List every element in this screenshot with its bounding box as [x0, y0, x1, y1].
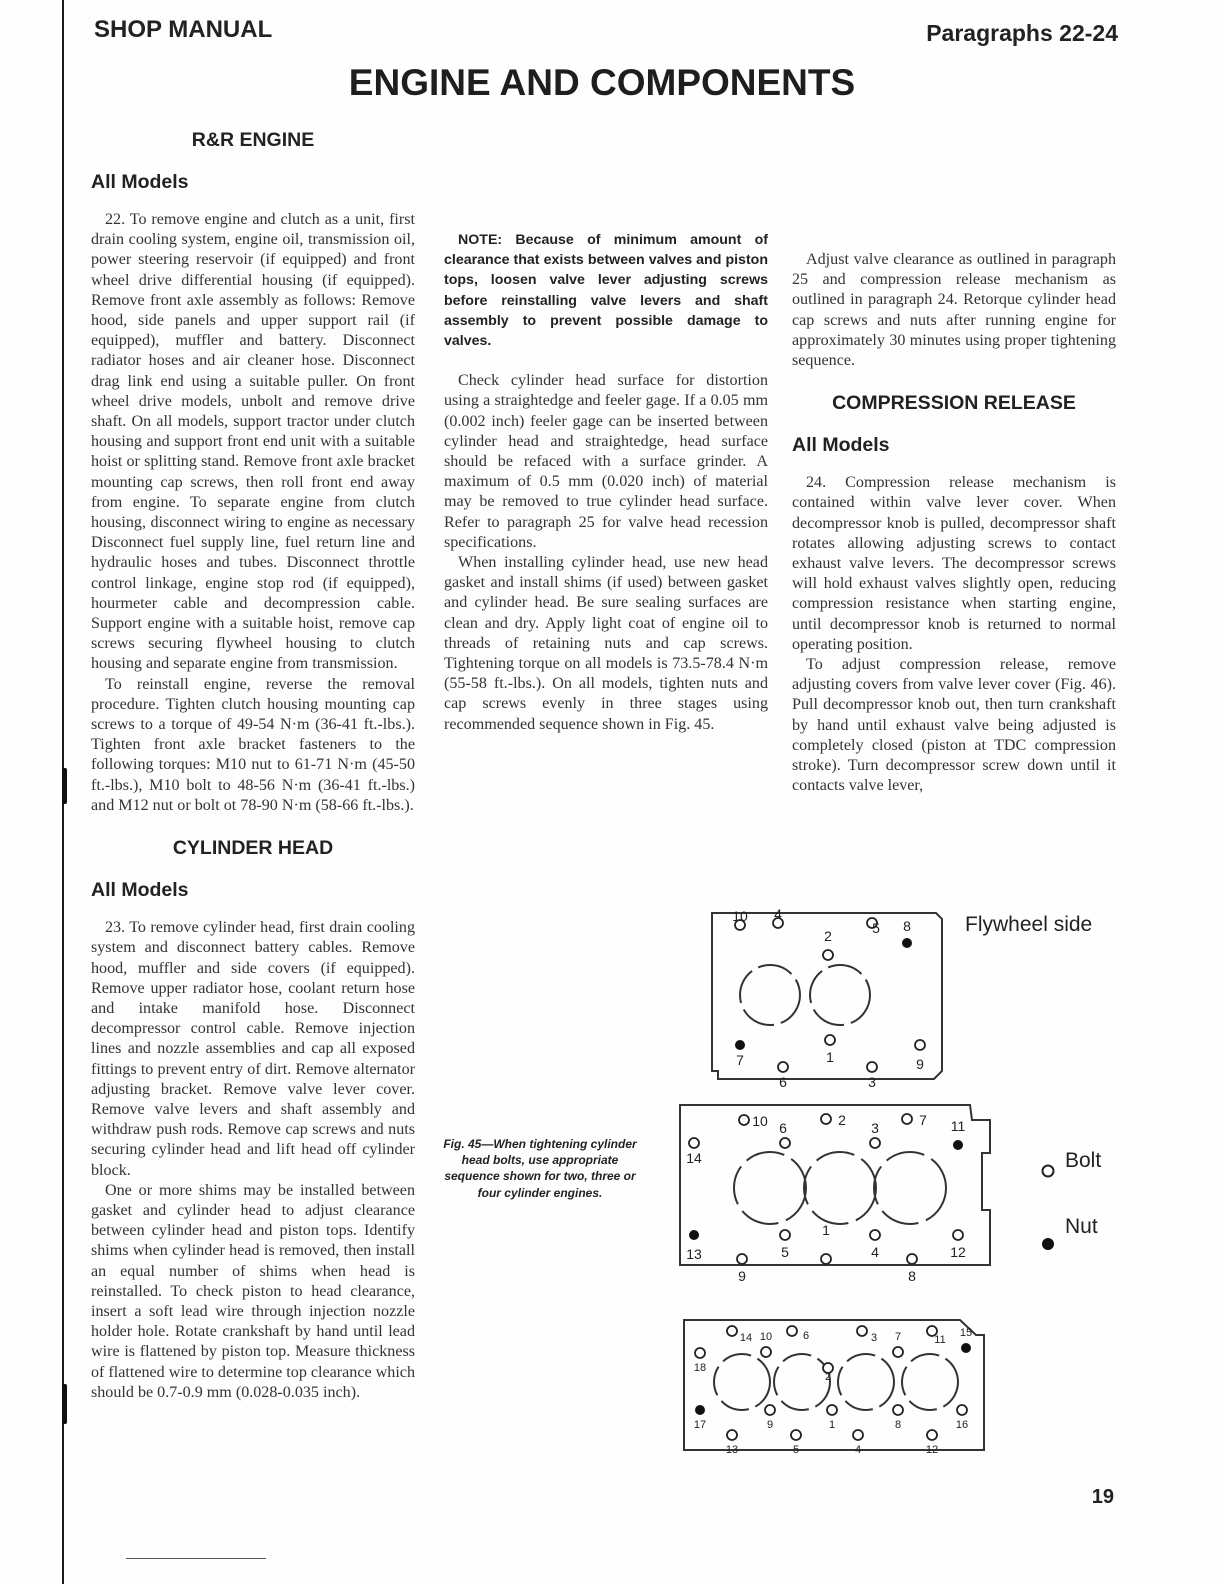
- bolt-legend-icon: [1040, 1163, 1056, 1179]
- bolt-marker: [870, 1138, 880, 1148]
- nut-legend-icon: [1040, 1236, 1056, 1252]
- bolt-marker: [765, 1405, 775, 1415]
- sequence-label: 3: [871, 1120, 879, 1136]
- sequence-label: 7: [919, 1112, 927, 1128]
- bolt-marker: [893, 1347, 903, 1357]
- note-valves: NOTE: Because of minimum amount of clearance that exists between valves and piston tops, loosen valve lever adjusting screws before reinstalling valve levers and shaft assembly to prevent possible damage to valves.: [444, 232, 768, 350]
- nut-marker: [961, 1343, 971, 1353]
- cylinder-bore: [734, 1152, 806, 1224]
- sequence-label: 16: [955, 1419, 969, 1431]
- subheading-all-models: All Models: [91, 879, 189, 902]
- binding-mark: [62, 1384, 67, 1424]
- page-number: 19: [1091, 1486, 1114, 1508]
- sequence-label: 1: [828, 1419, 836, 1431]
- bolt-marker: [867, 1062, 877, 1072]
- bolt-marker: [689, 1138, 699, 1148]
- bolt-marker: [893, 1405, 903, 1415]
- bolt-marker: [791, 1430, 801, 1440]
- sequence-label: 6: [779, 1120, 787, 1136]
- bolt-marker: [907, 1254, 917, 1264]
- sequence-label: 5: [792, 1444, 800, 1456]
- bolt-marker: [927, 1430, 937, 1440]
- bolt-marker: [825, 1035, 835, 1045]
- nut-marker: [902, 938, 912, 948]
- cylinder-bore: [838, 1354, 894, 1410]
- nut-marker: [953, 1140, 963, 1150]
- three-cylinder-head-outline: [680, 1105, 990, 1265]
- subheading-all-models: All Models: [91, 171, 189, 193]
- bolt-marker: [853, 1430, 863, 1440]
- bolt-marker: [727, 1326, 737, 1336]
- bolt-marker: [915, 1040, 925, 1050]
- sequence-label: 7: [894, 1331, 902, 1343]
- bolt-marker: [827, 1405, 837, 1415]
- column-3: [792, 250, 1116, 796]
- bolt-marker: [902, 1114, 912, 1124]
- cylinder-bore: [774, 1354, 830, 1410]
- sequence-label: 2: [838, 1112, 846, 1128]
- cylinder-bore: [804, 1152, 876, 1224]
- paragraph-22-reinstall: To reinstall engine, reverse the removal procedure. Tighten clutch housing mounting cap screws to a torque of 49-54 N·m (36-41 ft.-lbs.). Tighten front axle bracket fasteners to the following torques: M10 nut to 61-71 N·m (45-50 ft.-lbs.), M10 bolt to 48-56 N·m (36-41 ft.-lbs.) and M12 nut or bolt ot 78-90 N·m (58-66 ft.-lbs.).: [91, 675, 415, 814]
- legend-flywheel-side: Flywheel side: [965, 913, 1093, 936]
- bolt-marker: [823, 950, 833, 960]
- sequence-label: 4: [774, 906, 782, 922]
- bolt-marker: [780, 1138, 790, 1148]
- bolt-marker: [957, 1405, 967, 1415]
- cylinder-head-bolt-diagrams: [660, 895, 1010, 1470]
- sequence-label: 3: [870, 1332, 878, 1344]
- bolt-marker: [695, 1348, 705, 1358]
- nut-marker: [689, 1230, 699, 1240]
- paragraph-23-install: When installing cylinder head, use new head gasket and install shims (if used) between gasket and cylinder head. Be sure sealing surfaces are clean and dry. Apply light coat of engine oil to threads of retaining nuts and cap screws. Tightening torque on all models is 73.5-78.4 N·m (55-58 ft.-lbs.). On all models, tighten nuts and cap screws evenly in three stages using recommended sequence shown in Fig. 45.: [444, 554, 768, 733]
- sequence-label: 8: [894, 1419, 902, 1431]
- bolt-marker: [739, 1115, 749, 1125]
- sequence-label: 18: [693, 1362, 707, 1374]
- column-1: [91, 128, 415, 1403]
- sequence-label: 2: [824, 1371, 832, 1383]
- sequence-label: 4: [871, 1244, 879, 1260]
- sequence-label: 3: [868, 1074, 876, 1090]
- bolt-marker: [821, 1254, 831, 1264]
- section-heading-compression-release: COMPRESSION RELEASE: [832, 392, 1076, 415]
- figure-caption: Fig. 45—When tightening cylinder head bolts, use appropriate sequence shown for two, three or four cylinder engines.: [443, 1137, 637, 1200]
- paragraph-24: 24. Compression release mechanism is contained within valve lever cover. When decompressor knob is pulled, decompressor shaft rotates allowing adjusting screws to contact exhaust valve levers. The decompressor screws will hold exhaust valves slightly open, reducing compression resistance when starting engine, until decompressor knob is returned to normal operating position.: [792, 474, 1116, 653]
- bolt-marker: [787, 1326, 797, 1336]
- sequence-label: 11: [950, 1118, 966, 1134]
- paragraph-23: 23. To remove cylinder head, first drain cooling system and disconnect battery cables. Remove hood, muffler and side covers (if equipped). Remove upper radiator hose, coolant return hose and intake manifold hose. Disconnect decompressor control cable. Remove injection lines and nozzle assemblies and cap all exposed fittings to prevent entry of dirt. Remove alternator adjusting bracket. Remove valve lever cover. Remove valve levers and shaft assembly and withdraw push rods. Remove cap screws and nuts securing cylinder head and lift head off cylinder block.: [91, 919, 415, 1179]
- bolt-marker: [780, 1230, 790, 1240]
- cylinder-bore: [740, 965, 800, 1025]
- sequence-label: 1: [826, 1049, 834, 1065]
- paragraph-24-adjust: To adjust compression release, remove adjusting covers from valve lever cover (Fig. 46). Pull decompressor knob out, then turn crankshaft by hand until exhaust valve being adjusted is completely closed (piston at TDC compression stroke). Turn decompressor screw down until it contacts valve lever,: [792, 656, 1116, 795]
- section-heading-cylinder-head: CYLINDER HEAD: [172, 837, 334, 860]
- sequence-label: 14: [686, 1150, 702, 1166]
- sequence-label: 5: [781, 1244, 789, 1260]
- paragraph-22: 22. To remove engine and clutch as a unit, first drain cooling system, engine oil, transmission oil, power steering reservoir (if equipped) and front wheel drive differential housing (if equipped). Remove front axle assembly as follows: Remove hood, side panels and upper support rail (if equipped), muffler and battery. Disconnect radiator hoses and air cleaner hose. Disconnect drag link end using a suitable puller. On front wheel drive models, unbolt and remove drive shaft. On all models, support tractor under clutch housing and support front end unit with a suitable hoist or splitting stand. Remove front axle bracket mounting cap screws, then roll front end away from engine. To separate engine from clutch housing, disconnect wiring to engine as necessary Disconnect fuel supply line, fuel return line and hydraulic hoses and tubes. Disconnect throttle control linkage, engine stop rod (if equipped), hourmeter cable and decompression cable. Support engine with a suitable hoist, remove cap screws securing flywheel housing to clutch housing and separate engine from transmission.: [91, 211, 415, 673]
- sequence-label: 6: [802, 1330, 810, 1342]
- footer-rule: [126, 1558, 266, 1559]
- sequence-label: 13: [686, 1246, 702, 1262]
- bolt-marker: [761, 1347, 771, 1357]
- cylinder-bore: [714, 1354, 770, 1410]
- bolt-marker: [857, 1326, 867, 1336]
- legend-nut: Nut: [1065, 1215, 1098, 1238]
- sequence-label: 17: [693, 1419, 707, 1431]
- paragraph-23-adjust: Adjust valve clearance as outlined in paragraph 25 and compression release mechanism as outlined in paragraph 24. Retorque cylinder head cap screws and nuts after running engine for approximately 30 minutes using proper tightening sequence.: [792, 251, 1116, 370]
- bolt-markers: [686, 906, 972, 1456]
- cylinder-bore: [810, 965, 870, 1025]
- bolt-marker: [727, 1430, 737, 1440]
- subheading-all-models: All Models: [792, 434, 890, 457]
- sequence-label: 5: [872, 920, 880, 936]
- nut-marker: [735, 1040, 745, 1050]
- sequence-label: 9: [916, 1056, 924, 1072]
- sequence-label: 1: [822, 1222, 830, 1238]
- section-heading-rr-engine: R&R ENGINE: [191, 129, 315, 151]
- binding-mark: [62, 768, 67, 804]
- sequence-label: 7: [736, 1052, 744, 1068]
- sequence-label: 8: [903, 918, 911, 934]
- paragraph-23-check-surface: Check cylinder head surface for distortion using a straightedge and feeler gage. If a 0.05 mm (0.002 inch) feeler gage can be inserted between cylinder head and straightedge, head surface should be refaced with a surface grinder. A maximum of 0.5 mm (0.020 inch) of material may be removed to true cylinder head surface. Refer to paragraph 25 for valve head recession specifications.: [444, 372, 768, 551]
- cylinder-bore: [874, 1152, 946, 1224]
- sequence-label: 2: [824, 928, 832, 944]
- bolt-marker: [870, 1230, 880, 1240]
- sequence-label: 12: [950, 1244, 966, 1260]
- sequence-label: 14: [739, 1332, 753, 1344]
- column-2: [444, 210, 768, 735]
- sequence-label: 11: [934, 1334, 946, 1346]
- bolt-marker: [778, 1062, 788, 1072]
- sequence-label: 12: [925, 1444, 939, 1456]
- running-header-right: Paragraphs 22-24: [926, 20, 1118, 46]
- bolt-marker: [737, 1254, 747, 1264]
- running-header-left: SHOP MANUAL: [94, 16, 273, 43]
- paragraph-23-shims: One or more shims may be installed between gasket and cylinder head to adjust clearance between cylinder head and piston tops. Identify shims when cylinder head is removed, then install an equal number of shims when head is reinstalled. To check piston to head clearance, insert a soft lead wire through injection nozzle holder hole. Rotate crankshaft by hand until lead wire is flattened by piston top. Measure thickness of flattened wire to determine top clearance which should be 0.7-0.9 mm (0.028-0.035 inch).: [91, 1181, 415, 1401]
- sequence-label: 15: [959, 1327, 973, 1339]
- sequence-label: 10: [752, 1113, 768, 1129]
- sequence-label: 9: [766, 1419, 774, 1431]
- sequence-label: 10: [732, 908, 748, 924]
- sequence-label: 10: [759, 1331, 773, 1343]
- sequence-label: 4: [854, 1444, 862, 1456]
- legend-bolt: Bolt: [1065, 1149, 1102, 1172]
- sequence-label: 8: [908, 1268, 916, 1284]
- sequence-label: 13: [725, 1444, 739, 1456]
- cylinder-bore: [902, 1354, 958, 1410]
- bolt-marker: [953, 1230, 963, 1240]
- page-title: ENGINE AND COMPONENTS: [348, 62, 856, 103]
- sequence-label: 9: [738, 1268, 746, 1284]
- bolt-marker: [821, 1114, 831, 1124]
- nut-marker: [695, 1405, 705, 1415]
- sequence-label: 6: [779, 1074, 787, 1090]
